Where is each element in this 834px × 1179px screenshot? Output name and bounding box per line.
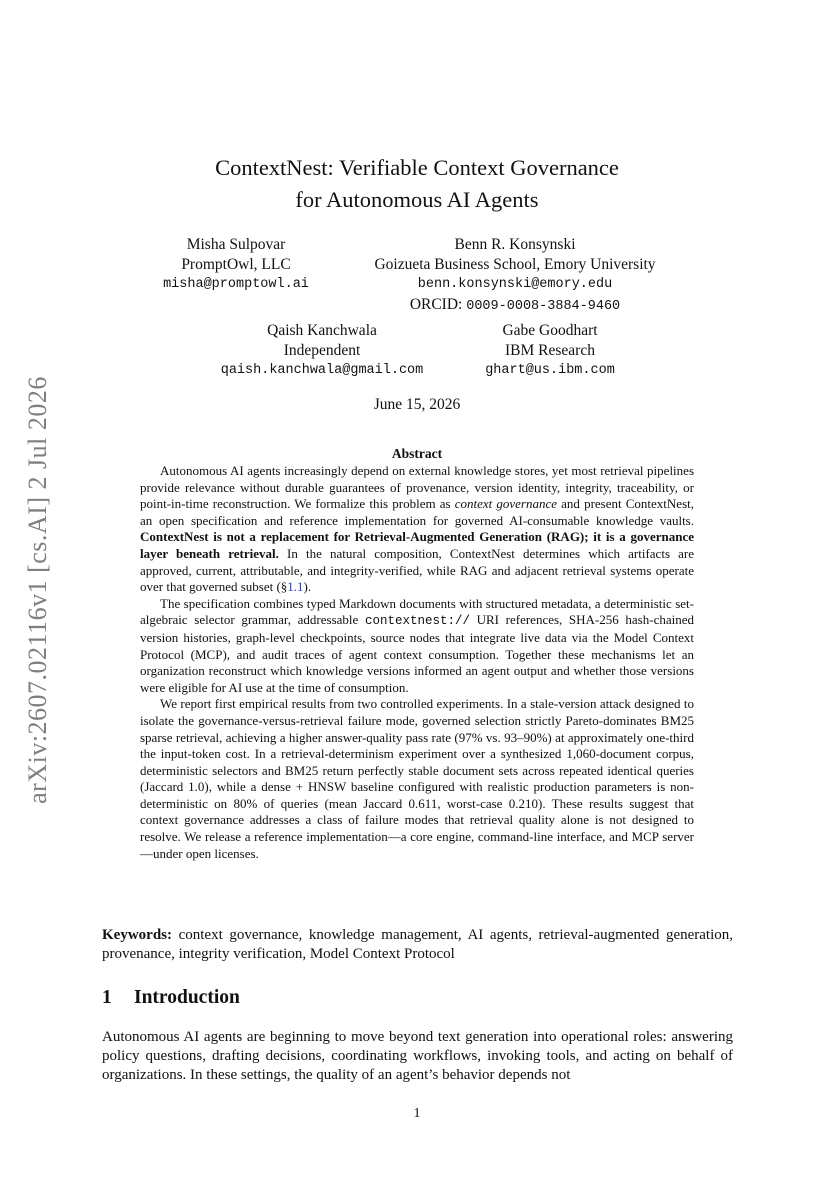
section-title: Introduction [134,987,240,1008]
keywords-text: context governance, knowledge management, AI agents, retrieval-augmented generation, provenance, integrity verification, Model Context Protocol [102,927,733,962]
publication-date: June 15, 2026 [373,396,461,413]
author-block-4 [455,321,645,381]
author-name: Gabe Goodhart [502,322,598,339]
author-orcid: ORCID: 0009-0008-3884-9460 [409,296,621,314]
arxiv-sidebar-stamp [16,360,60,820]
abstract-paragraph-2: The specification combines typed Markdown documents with structured metadata, a deterministic set-algebraic selector grammar, addressable contextnest:// URI references, SHA-256 hash-chained version histories, graph-level checkpoints, source nodes that integrate live data via the Model Context Protocol (MCP), and audit traces of agent context consumption. Together these mechanisms let an organization reconstruct which knowledge versions informed an agent output and whether those versions were eligible for AI use at the time of consumption. [140,595,694,695]
author-name: Misha Sulpovar [186,236,286,253]
section-number: 1 [102,987,112,1008]
author-name: Qaish Kanchwala [267,322,377,339]
title-line-1: ContextNest: Verifiable Context Governance [215,155,619,180]
author-email[interactable]: ghart@us.ibm.com [485,363,615,378]
orcid-link[interactable]: 0009-0008-3884-9460 [466,299,621,314]
author-affiliation: Goizueta Business School, Emory University [374,256,656,273]
abstract-paragraph-3: We report first empirical results from two controlled experiments. In a stale-version attack designed to isolate the governance-versus-retrieval failure mode, governed selection strictly Pareto-dominates BM25 sparse retrieval, achieving a higher answer-quality pass rate (97% vs. 93–90%) at approximately one-third the input-token cost. In a retrieval-determinism experiment over a synthesized 1,060-document corpus, deterministic selectors and BM25 return perfectly stable document sets across repeated identical queries (Jaccard 1.0), while a dense + HNSW baseline configured with realistic production parameters is non-deterministic on 80% of queries (mean Jaccard 0.611, worst-case 0.210). These results suggest that context governance addresses a class of failure modes that retrieval quality alone is not designed to resolve. We release a reference implementation—a core engine, command-line interface, and MCP server—under open licenses. [140,696,694,861]
author-name: Benn R. Konsynski [454,236,576,253]
author-email[interactable]: misha@promptowl.ai [163,277,309,292]
author-affiliation: PromptOwl, LLC [181,256,291,273]
author-block-1 [136,235,336,295]
page-number: 1 [413,1106,421,1121]
author-email[interactable]: qaish.kanchwala@gmail.com [220,363,424,378]
paper-title [0,152,834,216]
author-affiliation: IBM Research [505,342,595,359]
intro-paragraph: Autonomous AI agents are beginning to move beyond text generation into operational roles: answering policy questions, drafting decisions, coordinating workflows, invoking tools, and acting on behalf of organizations. In these settings, the quality of an agent’s behavior depends not [102,1029,733,1083]
section-heading [102,987,240,1009]
abstract-heading: Abstract [391,446,443,461]
abstract-paragraph-1: Autonomous AI agents increasingly depend on external knowledge stores, yet most retrieval pipelines provide relevance without durable guarantees of provenance, version identity, integrity, traceability, or point-in-time reconstruction. We formalize this problem as context governance and present ContextNest, an open specification and reference implementation for governed AI-consumable knowledge vaults. ContextNest is not a replacement for Retrieval-Augmented Generation (RAG); it is a governance layer beneath retrieval. In the natural composition, ContextNest determines which artifacts are approved, current, attributable, and integrity-verified, while RAG and adjacent retrieval systems operate over that governed subset (§1.1). [140,463,695,595]
author-email[interactable]: benn.konsynski@emory.edu [417,277,613,292]
keywords-label: Keywords: [102,927,172,943]
section-link[interactable]: 1.1 [287,579,304,595]
author-block-2 [334,235,696,317]
author-block-3 [202,321,442,381]
arxiv-id-text: arXiv:2607.02116v1 [cs.AI] 2 Jul 2026 [23,376,52,804]
author-affiliation: Independent [283,342,361,359]
abstract-body [140,463,694,862]
title-line-2: for Autonomous AI Agents [295,187,539,212]
keywords [102,926,733,964]
uri-code: contextnest:// [364,614,470,629]
